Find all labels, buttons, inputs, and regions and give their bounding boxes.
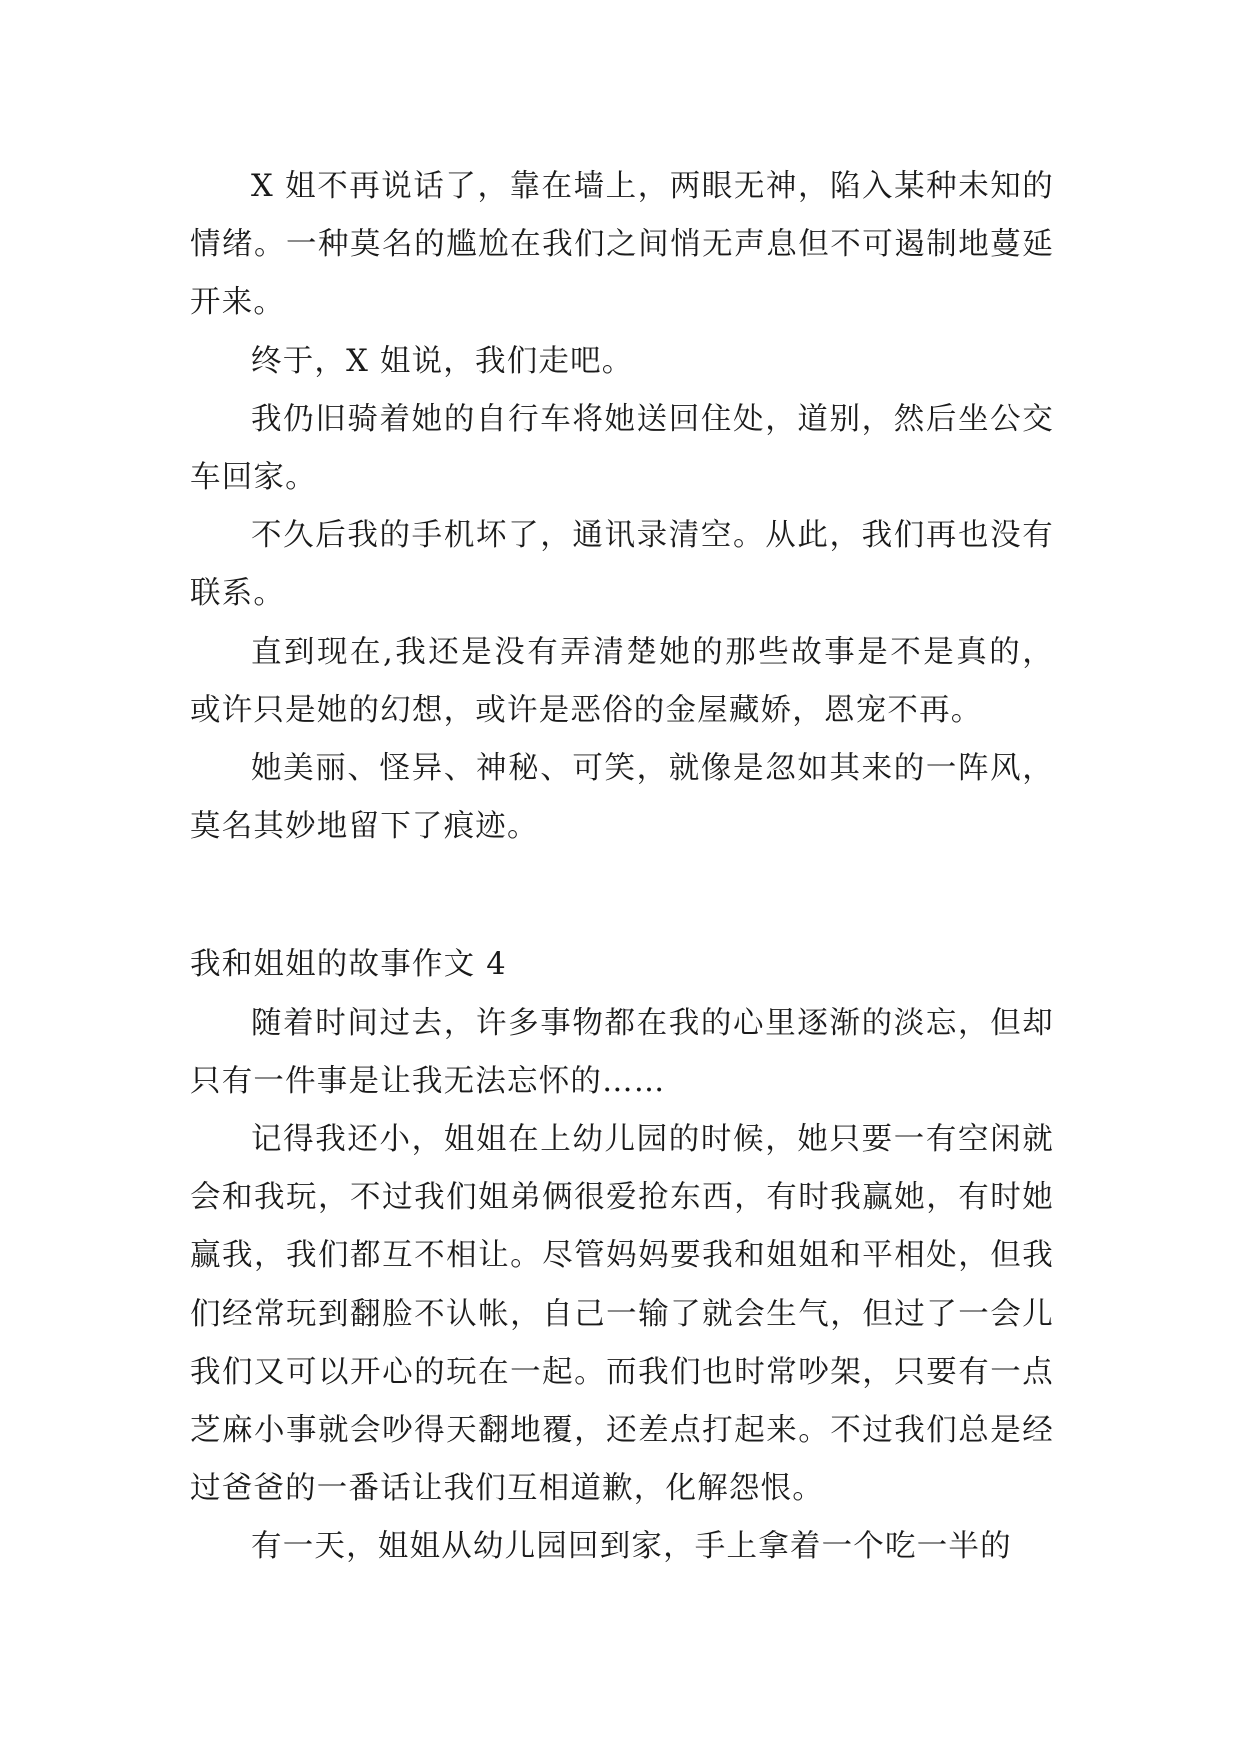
- paragraph: 直到现在,我还是没有弄清楚她的那些故事是不是真的，或许只是她的幻想，或许是恶俗的金屋藏娇，恩宠不再。: [190, 634, 1054, 728]
- paragraph: 随着时间过去，许多事物都在我的心里逐渐的淡忘，但却只有一件事是让我无法忘怀的……: [190, 1005, 1054, 1099]
- paragraph: 不久后我的手机坏了，通讯录清空。从此，我们再也没有联系。: [190, 518, 1054, 612]
- section-title: 我和姐姐的故事作文 4: [190, 947, 507, 983]
- paragraph: 有一天，姐姐从幼儿园回到家，手上拿着一个吃一半的: [251, 1529, 1012, 1565]
- paragraph: 终于，X 姐说，我们走吧。: [251, 343, 634, 379]
- document-body: [190, 158, 1054, 1577]
- paragraph: 我仍旧骑着她的自行车将她送回住处，道别，然后坐公交车回家。: [190, 401, 1054, 496]
- paragraph: 她美丽、怪异、神秘、可笑，就像是忽如其来的一阵风，莫名其妙地留下了痕迹。: [190, 751, 1054, 845]
- paragraph: X 姐不再说话了，靠在墙上，两眼无神，陷入某种未知的情绪。一种莫名的尴尬在我们之间悄无声息但不可遏制地蔓延开来。: [190, 169, 1054, 321]
- paragraph: 记得我还小，姐姐在上幼儿园的时候，她只要一有空闲就会和我玩，不过我们姐弟俩很爱抢东西，有时我赢她，有时她赢我，我们都互不相让。尽管妈妈要我和姐姐和平相处，但我们经常玩到翻脸不认帐，自己一输了就会生气，但过了一会儿我们又可以开心的玩在一起。而我们也时常吵架，只要有一点芝麻小事就会吵得天翻地覆，还差点打起来。不过我们总是经过爸爸的一番话让我们互相道歉，化解怨恨。: [190, 1122, 1054, 1507]
